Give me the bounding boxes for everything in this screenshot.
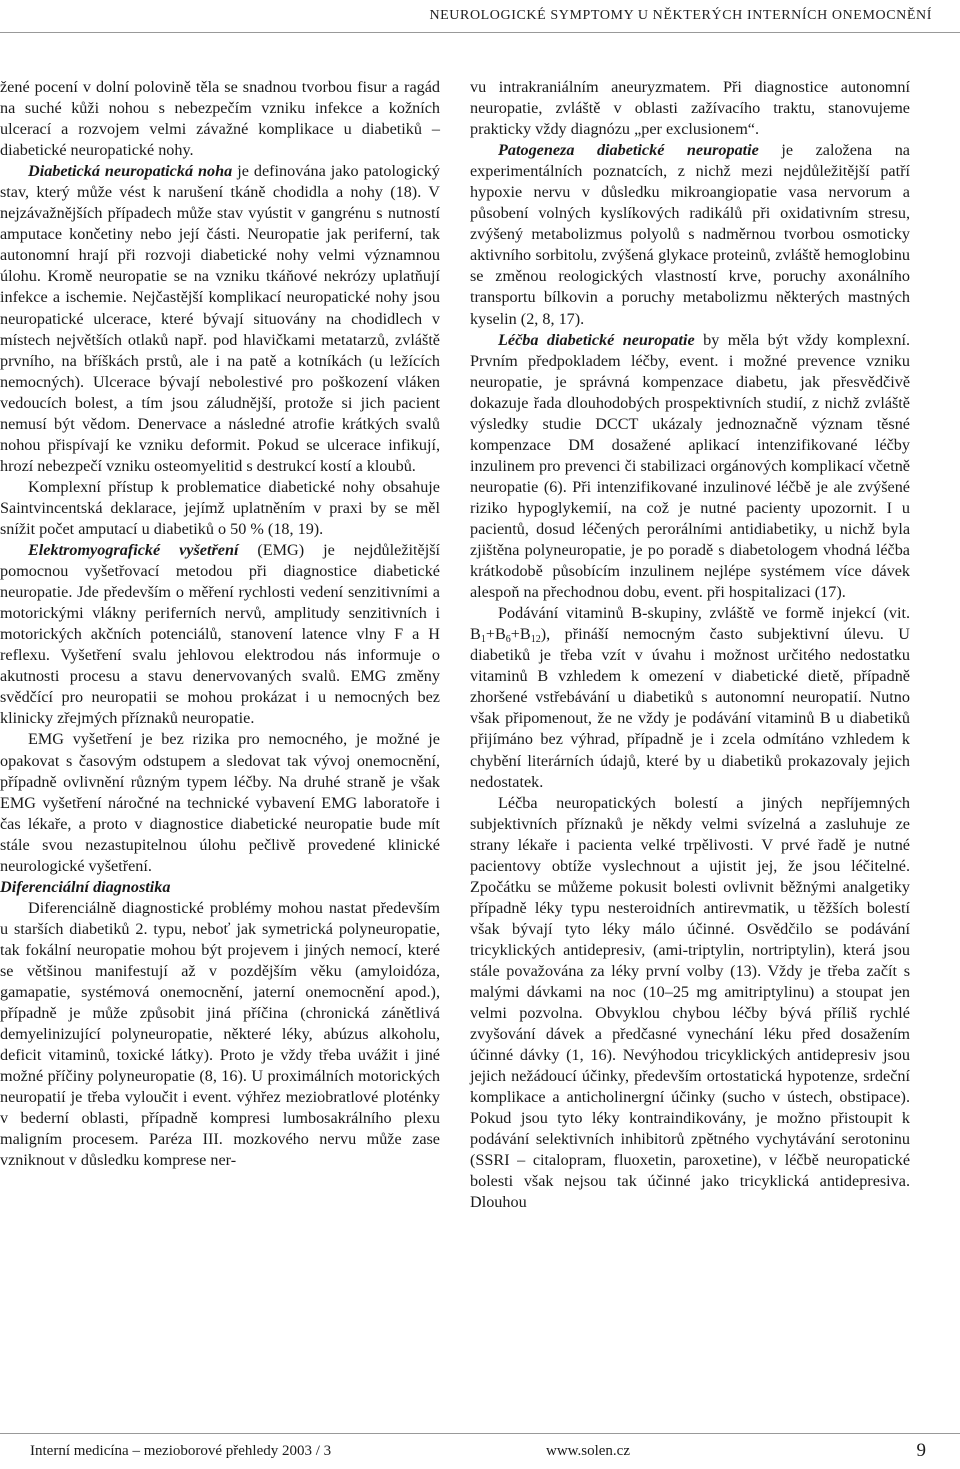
paragraph: žené pocení v dolní polovině těla se snadnou tvorbou fisur a ragád na suché kůži nohou s nebezpečím vzniku infekce a kožních ulcerací a rozvojem velmi závažné komplikace u diabetiků – diabetické neuropatické nohy. bbox=[0, 78, 440, 160]
paragraph: Diabetická neuropatická noha je definována jako patologický stav, který může vést k narušení tkáně chodidla a nohy (18). V nejzávažnějších případech může stav vyústit v gangrénu s nutností amputace končetiny nebo její části. Neuropatie jak periferní, tak autonomní hrají při rozvoji diabetické nohy velmi významnou úlohu. Kromě neuropatie se na vzniku tkáňové nekrózy uplatňují infekce a ischemie. Nejčastější komplikací neuropatické nohy jsou neuropatické ulcerace, které bývají situovány na chodidlech v místech největších otlaků např. pod hlavičkami metatarzů, zvláště prvního, na bříškách prstů, ale i na patě a kotníkách (u ležících nemocných). Ulcerace bývají nebolestivé pro poškození vláken vedoucích bolest, a tím jsou záludnější, protože si jich pacient nemusí být vědom. Denervace a následné atrofie krátkých svalů nohou přispívají ke vzniku deformit. Pokud se ulcerace infikují, hrozí nebezpečí vzniku osteomyelitid s destrukcí kostí a kloubů. bbox=[0, 162, 441, 475]
journal-url[interactable]: www.solen.cz bbox=[546, 1443, 631, 1459]
paragraph: Podávání vitaminů B-skupiny, zvláště ve formě injekcí (vit. $B_1+B_6+B_{12}$), přináší nemocným často subjektivní úlevu. U diabetiků je třeba vzít v úvahu i možnost určitého nedostatku vitaminů B vzhledem k omezení v diabetické dietě, případně zhoršené vstřebávání u diabetiků s autonomní neuropatií. Nutno však připomenout, že ne vždy je podávání vitaminů B u diabetiků přijímáno bez výhrad, případně je i zcela odmítáno vzhledem k chybění literárních údajů, které by u diabetiků prokazovaly jejich nedostatek. bbox=[470, 604, 910, 791]
right-column bbox=[470, 77, 910, 1214]
footer-rule bbox=[0, 1433, 960, 1434]
paragraph: vu intrakraniálním aneuryzmatem. Při diagnostice autonomní neuropatie, zvláště v oblasti zažívacího traktu, stanovujeme prakticky vždy diagnózu „per exclusionem“. bbox=[470, 78, 910, 139]
section-heading: Diferenciální diagnostika bbox=[0, 877, 171, 896]
header-rule bbox=[0, 32, 960, 33]
journal-name: Interní medicína – mezioborové přehledy 2003 / 3 bbox=[30, 1443, 332, 1459]
paragraph: Patogeneza diabetické neuropatie je založena na experimentálních poznatcích, z nichž mezi nejdůležitější patří hypoxie nervu v důsledku mikroangiopatie vasa nervorum a působení volných kyslíkových radikálů při oxidativním stresu, zvýšený metabolizmus polyolů s nadměrnou tvorbou osmoticky aktivního sorbitolu, zvýšená glykace proteinů, zvláště hemoglobinu se změnou reologických vlastností krve, poruchy axonálního transportu bílkovin a poruchy metabolizmu některých mastných kyselin (2, 8, 17). bbox=[470, 141, 910, 328]
running-title: NEUROLOGICKÉ SYMPTOMY U NĚKTERÝCH INTERNÍCH ONEMOCNĚNÍ bbox=[429, 8, 932, 23]
term: Léčba diabetické neuropatie bbox=[498, 330, 695, 349]
paragraph: EMG vyšetření je bez rizika pro nemocného, je možné je opakovat s časovým odstupem a sledovat tak vývoj onemocnění, případně ovlivnění různým typem léčby. Na druhé straně je však EMG vyšetření náročné na technické vybavení EMG laboratoře i čas lékaře, a proto v diagnostice diabetické neuropatie bude mít stále svou nezastupitelnou úlohu pečlivě provedené klinické neurologické vyšetření. bbox=[0, 730, 440, 875]
page-number: 9 bbox=[916, 1440, 926, 1461]
paragraph: Léčba diabetické neuropatie by měla být vždy komplexní. Prvním předpokladem léčby, event. i možné prevence vzniku neuropatie, je správná kompenzace diabetu, jak přesvědčivě dokazuje řada dlouhodobých prospektivních studií, z nichž zvláště výsledky studie DCCT ukázaly jednoznačně význam těsné kompenzace DM dosažené aplikací intenzifikované léčby inzulinem pro prevenci či stabilizaci orgánových komplikací včetně neuropatie (6). Při intenzifikované inzulinové léčbě je ale zvýšené riziko hypoglykemií, na což je nutné pacienty upozornit. I u pacientů, dosud léčených perorálními antidiabetiky, u nichž byla zjištěna polyneuropatie, je po poradě s diabetologem vhodná léčba krátkodobě působícím inzulinem nejlépe systémem více dávek alespoň na přechodnou dobu, event. při hospitalizaci (17). bbox=[470, 330, 910, 602]
term: Patogeneza diabetické neuropatie bbox=[498, 141, 759, 160]
term: Elektromyografické vyšetření bbox=[28, 541, 239, 560]
paragraph: Elektromyografické vyšetření (EMG) je nejdůležitější pomocnou vyšetřovací metodou při diagnostice diabetické neuropatie. Jde především o měření rychlosti vedení senzitivními a motorickými vlákny periferních nervů, amplitudy senzitivních i motorických akčních potenciálů, stanovení latence vlny F a H reflexu. Vyšetření svalu jehlovou elektrodou nás informuje o akutnosti procesu a stavu denervovaných svalů. EMG změny svědčící pro neuropatii se mohou prokázat i u nemocných bez klinicky zřejmých příznaků neuropatie. bbox=[0, 541, 440, 728]
paragraph: Diferenciálně diagnostické problémy mohou nastat především u starších diabetiků 2. typu, neboť jak symetrická polyneuropatie, tak fokální neuropatie mohou být projevem i jiných nemocí, které se většinou manifestují až v pozdějším věku (amyloidóza, gamapatie, systémová onemocnění, jaterní onemocnění apod.), případně je může způsobit jiná příčina (chronická zánětlivá demyelinizující polyneuropatie, některé léky, abúzus alkoholu, deficit vitaminů, toxické látky). Proto je vždy třeba uvážit i jiné možné příčiny polyneuropatie (8, 16). U proximálních motorických neuropatií je třeba vyloučit i event. výhřez meziobratlové ploténky v bederní oblasti, případně kompresi lumbosakrálního plexu maligním procesem. Paréza III. mozkového nervu může zase vzniknout v důsledku komprese ner- bbox=[0, 898, 440, 1170]
paragraph: Komplexní přístup k problematice diabetické nohy obsahuje Saintvincentská deklarace, jejímž uplatněním v praxi by se měl snížit počet amputací u diabetiků o 50 % (18, 19). bbox=[0, 477, 440, 538]
term: Diabetická neuropatická noha bbox=[28, 162, 233, 181]
paragraph: Léčba neuropatických bolestí a jiných nepříjemných subjektivních příznaků je někdy velmi svízelná a zasluhuje ze strany lékaře i pacienta velké trpělivosti. V prvé řadě je nutné pacientovy obtíže vyslechnout a ujistit jej, že jsou léčitelné. Zpočátku se můžeme pokusit bolesti ovlivnit běžnými analgetiky případně léky typu nesteroidních antirevmatik, u těžších bolestí však bývají tyto léky málo účinné. Osvědčilo se podávání tricyklických antidepresiv, (ami-triptylin, nortriptylin), která jsou stále považována za léky první volby (13). Vždy je třeba začít s malými dávkami na noc (10–25 mg amitriptylinu) a stoupat jen velmi pozvolna. Obvyklou chybou léčby bývá příliš rychlé zvyšování dávek a předčasné vynechání léku před dosažením účinné dávky (1, 16). Nevýhodou tricyklických antidepresiv jsou jejich nežádoucí účinky, především ortostatická hypotenze, srdeční komplikace a anticholinergní účinky (sucho v ústech, obstipace). Pokud jsou tyto léky kontraindikovány, je možno přistoupit k podávání selektivních inhibitorů zpětného vychytávání serotoninu (SSRI – citalopram, fluoxetin, paroxetine), v léčbě neuropatické bolesti však nejsou tak účinné jako tricyklická antidepresiva. Dlouhou bbox=[470, 793, 910, 1212]
left-column bbox=[0, 77, 440, 1171]
